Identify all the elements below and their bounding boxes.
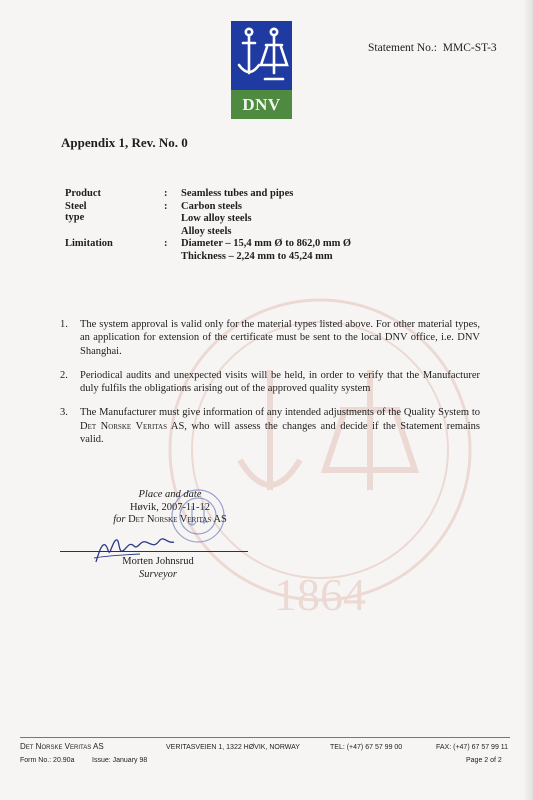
watermark-year: 1864 <box>274 569 366 620</box>
anchor-scale-icon <box>231 21 292 90</box>
signer-name: Morten Johnsrud <box>122 556 194 567</box>
footer-company <box>20 742 104 751</box>
signature-line <box>60 551 248 552</box>
spec-label: Product <box>65 188 101 199</box>
footer-company-name: Det Norske Veritas <box>20 742 92 751</box>
spec-label: Limitation <box>65 238 113 249</box>
clause-number: 2. <box>60 369 68 381</box>
spec-value: Alloy steels <box>181 225 232 237</box>
clause-item <box>60 406 480 446</box>
statement-label: Statement No.: <box>368 42 437 54</box>
spec-value: Thickness – 2,24 mm to 45,24 mm <box>181 250 333 262</box>
footer-issue: Issue: January 98 <box>92 757 148 764</box>
spec-colon: : <box>164 200 168 212</box>
footer-fax: FAX: (+47) 67 57 99 11 <box>436 744 509 751</box>
statement-number <box>368 42 497 54</box>
spec-colon: : <box>164 188 168 199</box>
appendix-title: Appendix 1, Rev. No. 0 <box>61 135 188 150</box>
footer-form-no: Form No.: 20.90a <box>20 757 75 764</box>
dnv-logo <box>231 21 292 119</box>
for-suffix: AS <box>211 514 227 525</box>
spec-value: Diameter – 15,4 mm Ø to 862,0 mm Ø <box>181 238 352 249</box>
clause-text: The system approval is valid only for the material types listed above. For other material types, an application for extension of the certificate must be sent to the local DNV office, i.e. DNV Shanghai. <box>80 319 480 357</box>
clause-text: The Manufacturer must give information of any intended adjustments of the Quality System to <box>80 407 480 419</box>
spec-value: Carbon steels <box>181 200 242 212</box>
spec-colon: : <box>164 238 168 249</box>
clause-list <box>60 318 480 457</box>
footer-page: Page 2 of 2 <box>466 757 502 764</box>
footer-rule <box>20 737 510 738</box>
clause-item <box>60 318 480 358</box>
footer-tel: TEL: (+47) 67 57 99 00 <box>330 744 403 751</box>
spec-label: Steel type <box>65 200 87 223</box>
clause-item <box>60 369 480 396</box>
place-label: Place and date <box>138 489 202 500</box>
spec-value: Seamless tubes and pipes <box>181 188 294 199</box>
logo-emblem <box>231 21 292 90</box>
footer-company-suffix: AS <box>91 742 104 751</box>
footer-address: VERITASVEIEN 1, 1322 HØVIK, NORWAY <box>166 744 300 751</box>
for-label: for <box>113 514 126 525</box>
clause-text: Periodical audits and unexpected visits will be held, in order to verify that the Manufacturer duly fulfils the obligations arising out of the approved quality system <box>80 369 480 395</box>
spec-value: Low alloy steels <box>181 213 252 224</box>
statement-value: MMC-ST-3 <box>442 42 497 54</box>
logo-wordmark <box>231 90 292 119</box>
clause-number: 1. <box>60 319 68 330</box>
clause-text-end: AS, who will assess the changes and decide if the Statement remains valid. <box>80 420 480 446</box>
place-date: Høvik, 2007-11-12 <box>129 501 211 513</box>
logo-text: DNV <box>242 94 281 114</box>
signer-block <box>108 556 208 581</box>
clause-company: Det Norske Veritas <box>80 420 167 432</box>
for-company: Det Norske Veritas <box>128 514 212 525</box>
page-edge-shadow <box>523 0 533 800</box>
for-company-line <box>85 514 255 527</box>
place-and-date-block <box>85 489 255 527</box>
signer-title: Surveyor <box>139 568 177 580</box>
clause-number: 3. <box>60 407 68 419</box>
